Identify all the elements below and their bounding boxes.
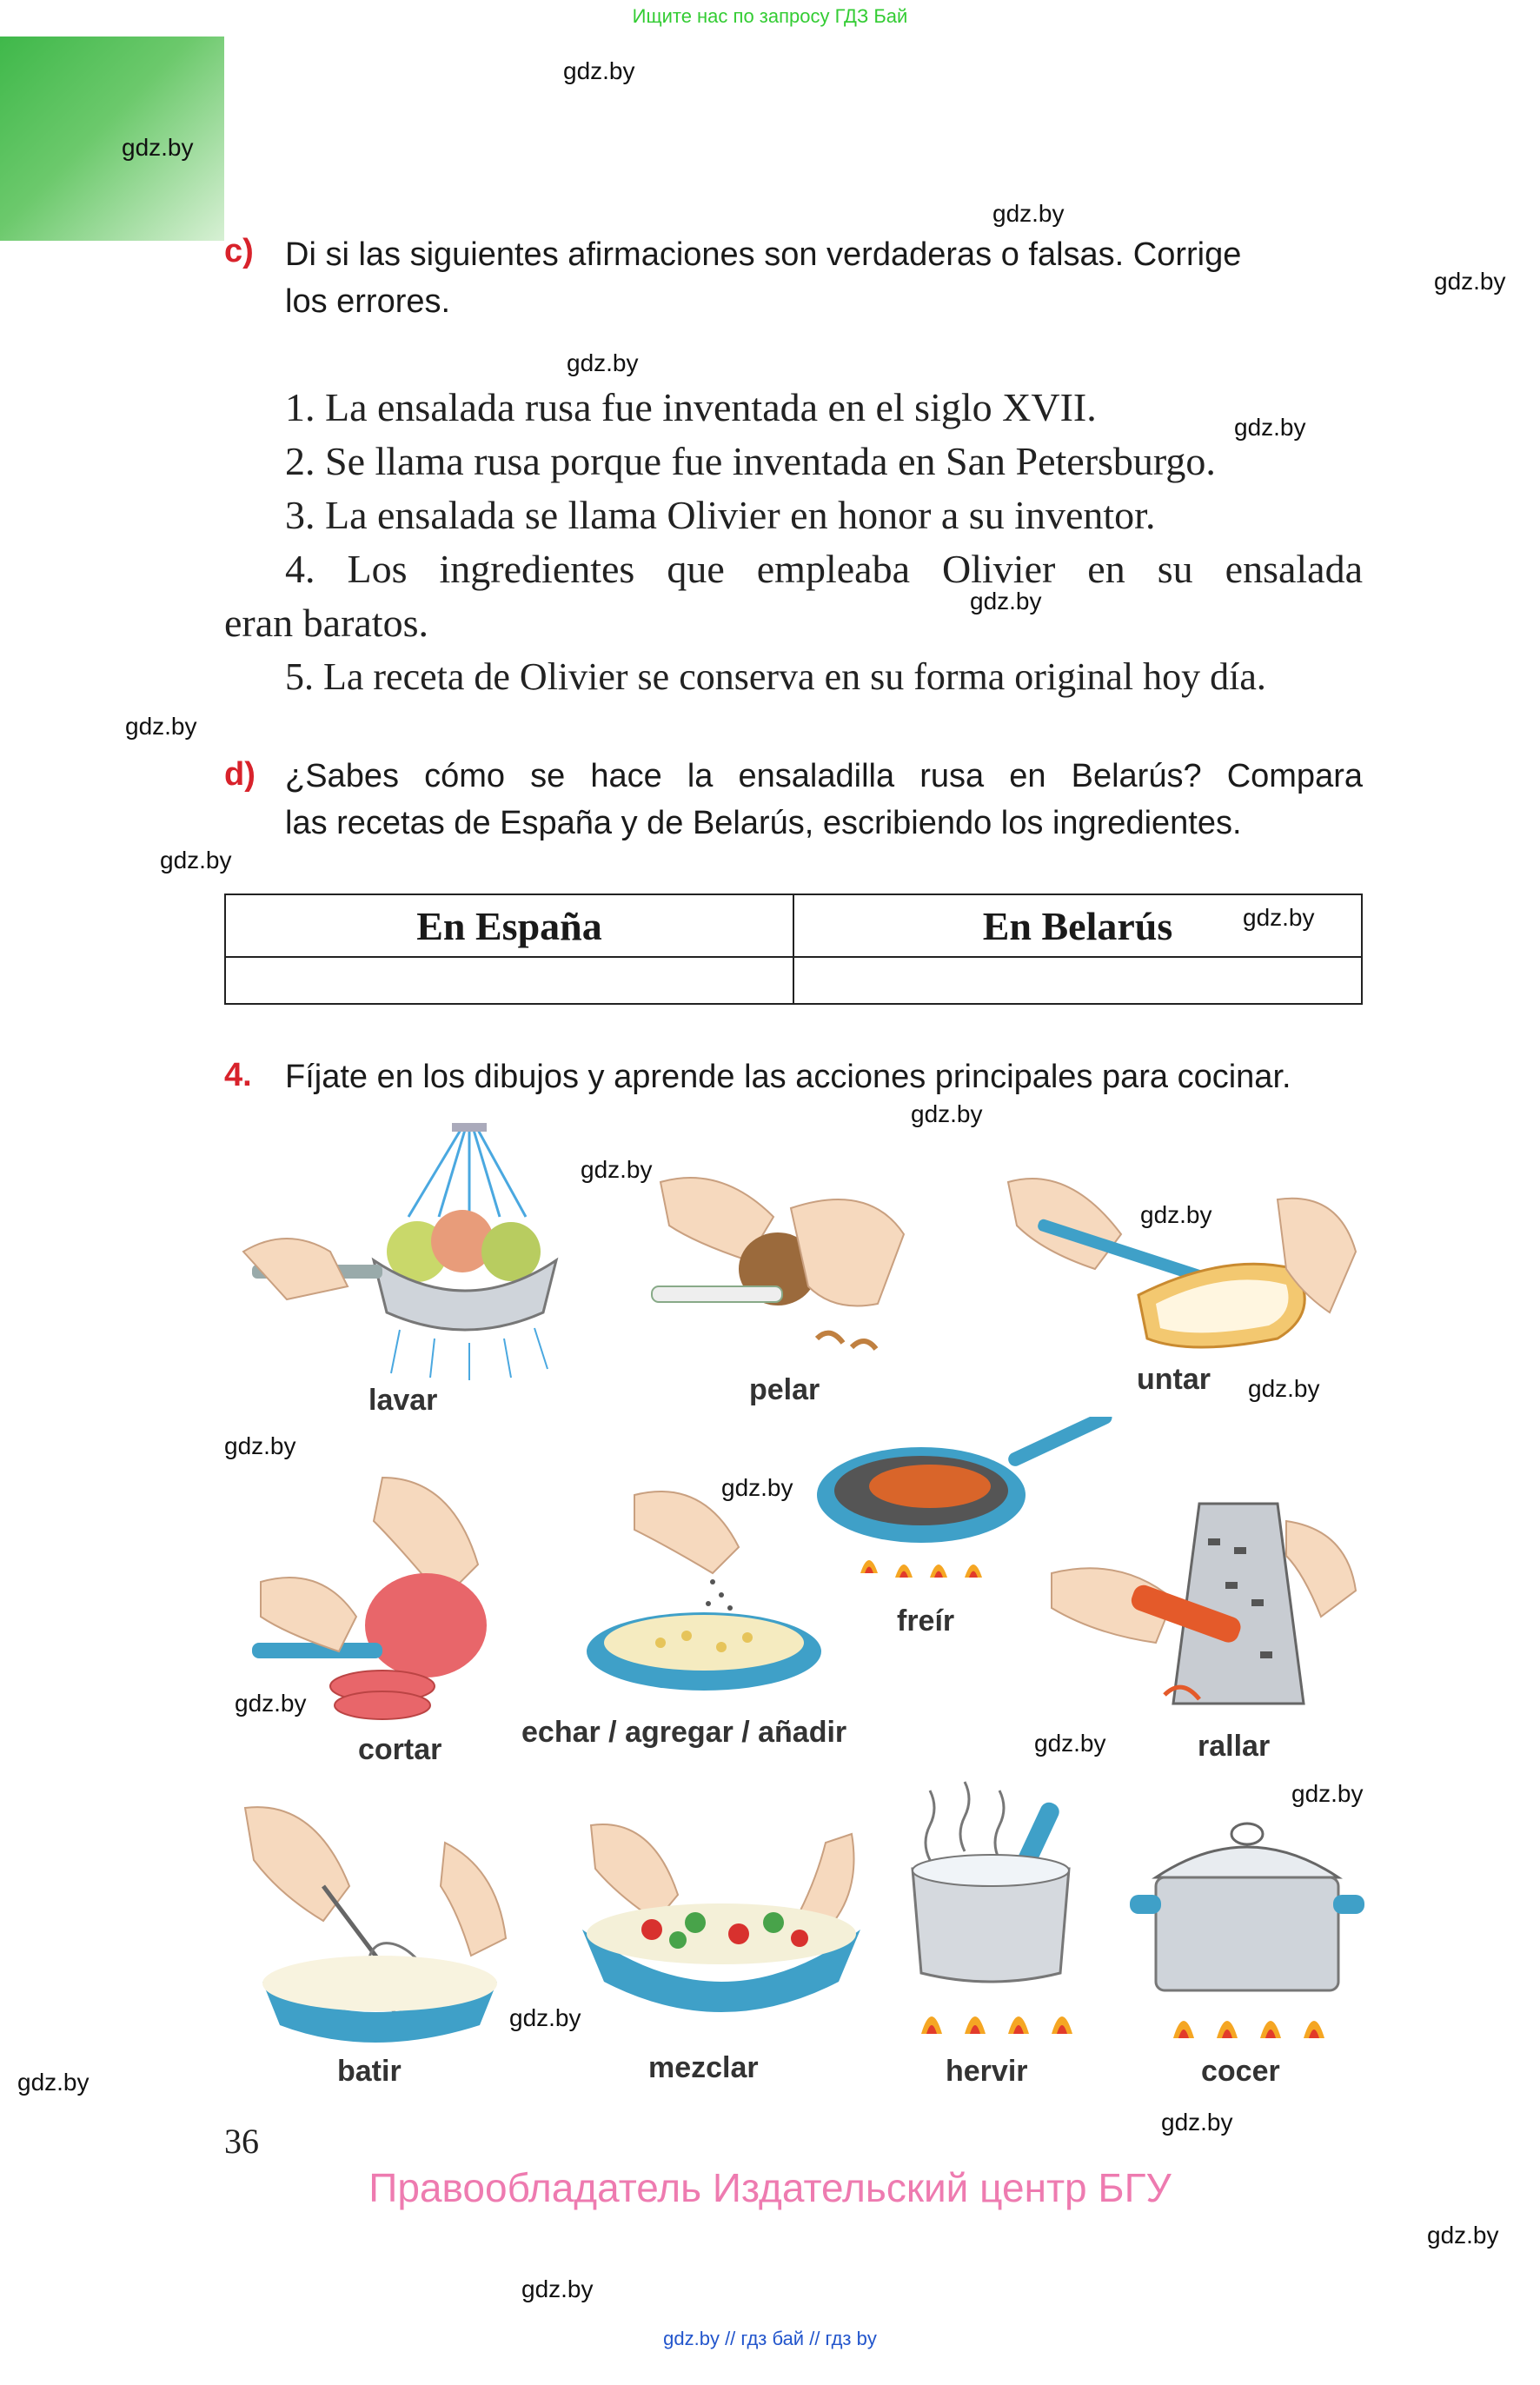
section-d-instruction: [285, 753, 1363, 847]
top-banner[interactable]: Ищите нас по запросу ГДЗ Бай: [632, 5, 908, 27]
cocer-illustration: [1121, 1790, 1373, 2043]
watermark: gdz.by: [1291, 1780, 1364, 1807]
watermark: gdz.by: [1234, 414, 1306, 441]
section-c-label: c): [224, 233, 254, 269]
watermark: gdz.by: [1243, 904, 1315, 931]
statement-4: 4. Los ingredientes que empleaba Olivier en su ensalada: [285, 547, 1363, 591]
caption-pelar: pelar: [749, 1373, 820, 1406]
watermark: gdz.by: [1427, 2222, 1499, 2249]
watermark: gdz.by: [521, 2275, 594, 2302]
section-c-instruction: [285, 231, 1363, 325]
rallar-illustration: [1026, 1495, 1364, 1721]
hervir-illustration: [895, 1773, 1112, 2043]
pelar-illustration: [643, 1165, 939, 1373]
watermark: gdz.by: [125, 713, 197, 740]
watermark: gdz.by: [1161, 2109, 1233, 2136]
watermark: gdz.by: [1140, 1201, 1212, 1228]
caption-freir: freír: [897, 1604, 955, 1638]
watermark: gdz.by: [122, 134, 194, 161]
watermark: gdz.by: [911, 1100, 983, 1127]
cortar-illustration: [252, 1469, 513, 1730]
exercise-4-instruction: Fíjate en los dibujos y aprende las acciones principales para cocinar.: [285, 1059, 1291, 1095]
watermark: gdz.by: [235, 1690, 307, 1717]
watermark: gdz.by: [160, 847, 232, 874]
instruction-line: los errores.: [285, 283, 451, 320]
statement-4-continued: eran baratos.: [224, 601, 428, 645]
watermark: gdz.by: [224, 1432, 296, 1459]
instruction-line: ¿Sabes cómo se hace la ensaladilla rusa en Belarús? Compara: [285, 758, 1363, 794]
watermark: gdz.by: [992, 200, 1065, 227]
section-d-label: d): [224, 756, 256, 793]
lavar-illustration: [235, 1121, 582, 1382]
watermark: gdz.by: [563, 57, 635, 84]
caption-hervir: hervir: [946, 2055, 1028, 2088]
caption-mezclar: mezclar: [648, 2051, 759, 2084]
watermark: gdz.by: [17, 2069, 90, 2096]
caption-untar: untar: [1137, 1363, 1211, 1396]
echar-illustration: [582, 1478, 834, 1704]
statement-3: 3. La ensalada se llama Olivier en honor a su inventor.: [285, 493, 1156, 537]
watermark: gdz.by: [721, 1474, 793, 1501]
table-header-spain: En España: [225, 894, 793, 957]
statement-2: 2. Se llama rusa porque fue inventada en San Petersburgo.: [285, 439, 1216, 483]
ingredients-table: [224, 894, 1363, 1005]
batir-illustration: [228, 1790, 514, 2051]
caption-cortar: cortar: [358, 1733, 442, 1766]
table-cell-belarus[interactable]: [793, 957, 1362, 1004]
untar-illustration: [999, 1165, 1364, 1373]
watermark: gdz.by: [581, 1156, 653, 1183]
copyright-footer: Правообладатель Издательский центр БГУ: [368, 2165, 1172, 2210]
caption-lavar: lavar: [368, 1384, 438, 1417]
statement-5: 5. La receta de Olivier se conserva en su forma original hoy día.: [285, 655, 1266, 698]
exercise-4-number: 4.: [224, 1057, 252, 1093]
instruction-line: las recetas de España y de Belarús, escribiendo los ingredientes.: [285, 805, 1242, 841]
bottom-links[interactable]: gdz.by // гдз бай // гдз by: [663, 2328, 877, 2349]
page-number: 36: [224, 2122, 259, 2161]
watermark: gdz.by: [509, 2004, 581, 2031]
caption-rallar: rallar: [1198, 1730, 1271, 1763]
statement-1: 1. La ensalada rusa fue inventada en el siglo XVII.: [285, 385, 1097, 429]
watermark: gdz.by: [1434, 268, 1506, 295]
caption-echar: echar / agregar / añadir: [521, 1716, 847, 1749]
watermark: gdz.by: [567, 349, 639, 376]
caption-batir: batir: [337, 2055, 402, 2088]
mezclar-illustration: [574, 1808, 869, 2034]
table-cell-spain[interactable]: [225, 957, 793, 1004]
instruction-line: Di si las siguientes afirmaciones son verdaderas o falsas. Corrige: [285, 236, 1242, 273]
watermark: gdz.by: [970, 588, 1042, 615]
watermark: gdz.by: [1248, 1375, 1320, 1402]
watermark: gdz.by: [1034, 1730, 1106, 1757]
table-header-belarus: En Belarús: [793, 894, 1362, 957]
caption-cocer: cocer: [1201, 2055, 1280, 2088]
statements-list: [224, 381, 1363, 704]
